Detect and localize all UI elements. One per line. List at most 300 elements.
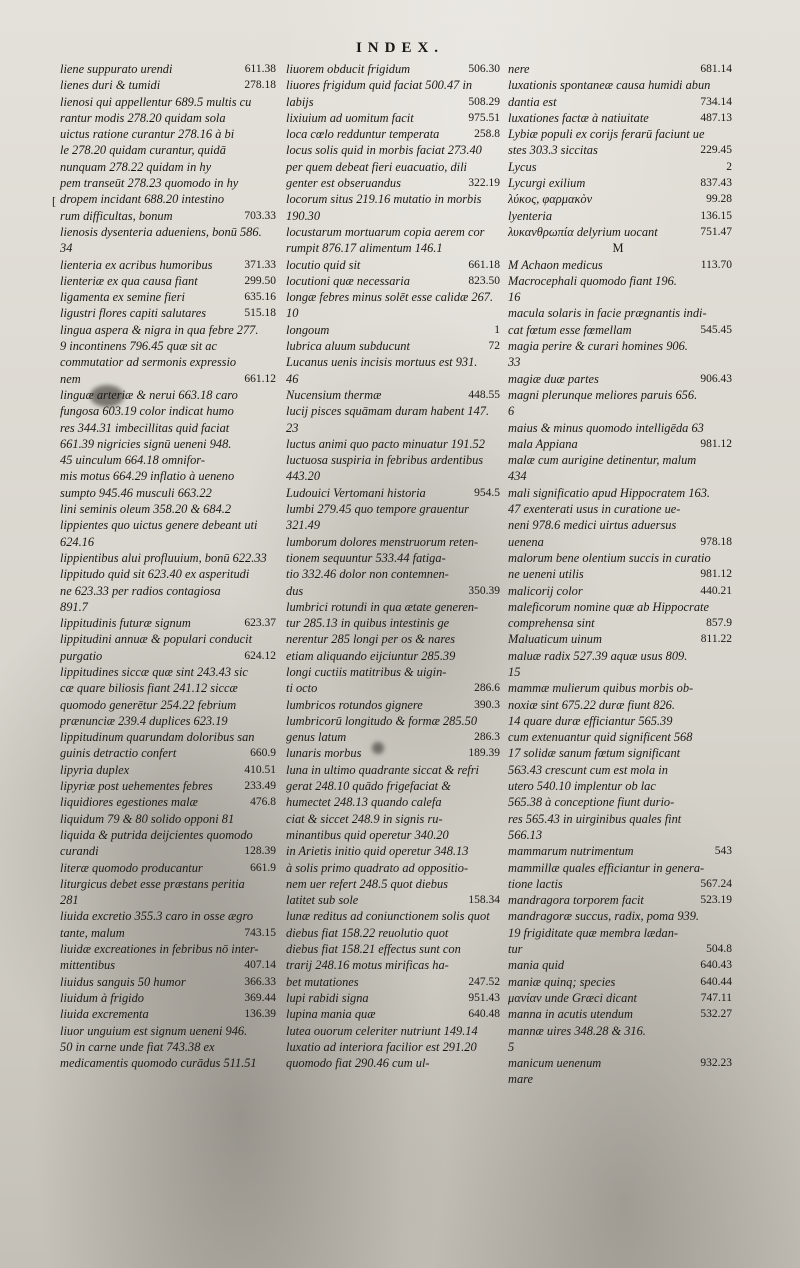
index-line-page-ref xyxy=(728,550,732,566)
index-line xyxy=(60,794,276,810)
index-line-text: mali significatio apud Hippocratem 163. xyxy=(508,485,711,500)
index-line-page-ref xyxy=(496,77,500,93)
index-line-page-ref xyxy=(496,1039,500,1055)
index-line xyxy=(286,175,500,191)
index-line-text: mala Appiana xyxy=(508,436,578,451)
index-line-text: minantibus quid operetur 340.20 xyxy=(286,827,449,842)
index-line-page-ref xyxy=(272,142,276,158)
index-line-text: ne 623.33 per radios contagiosa xyxy=(60,583,221,598)
index-line-page-ref xyxy=(728,273,732,289)
index-line-text: lingua aspera & nigra in qua febre 277. xyxy=(60,322,259,337)
index-line xyxy=(508,876,732,892)
index-line-text: mare xyxy=(508,1072,534,1087)
index-line-page-ref xyxy=(272,240,276,256)
index-line-text: liquidiores egestiones malæ xyxy=(60,795,198,810)
index-line-text: in Arietis initio quid operetur 348.13 xyxy=(286,844,469,859)
index-line-text: M xyxy=(612,241,624,256)
index-line-page-ref xyxy=(496,957,500,973)
index-line-page-ref xyxy=(272,354,276,370)
index-line-text: neni 978.6 medici uirtus aduersus xyxy=(508,518,677,533)
index-line-page-ref xyxy=(272,534,276,550)
index-line-text: lupina mania quæ xyxy=(286,1007,376,1022)
index-line xyxy=(60,941,276,957)
index-line-text: mammillæ quales efficiantur in genera- xyxy=(508,860,705,875)
index-line-page-ref xyxy=(728,664,732,680)
index-line xyxy=(286,697,500,713)
index-line-text: 16 xyxy=(508,290,521,305)
index-line-text: rum difficultas, bonum xyxy=(60,208,173,223)
index-line-page-ref xyxy=(496,534,500,550)
index-line xyxy=(508,224,732,240)
index-line-page-ref xyxy=(728,77,732,93)
index-line-page-ref: 299.50 xyxy=(244,274,276,287)
index-line-text: luna in ultimo quadrante siccat & refri xyxy=(286,762,479,777)
index-line-page-ref xyxy=(496,403,500,419)
index-line-page-ref: 476.8 xyxy=(250,796,276,809)
index-line-page-ref: 350.39 xyxy=(468,584,500,597)
index-line xyxy=(286,550,500,566)
index-line xyxy=(286,1023,500,1039)
index-line xyxy=(286,713,500,729)
index-line xyxy=(508,631,732,647)
index-line-text: liturgicus debet esse præstans peritia xyxy=(60,876,245,891)
index-line xyxy=(508,208,732,224)
index-line-text: locus solis quid in morbis faciat 273.40 xyxy=(286,143,482,158)
index-line xyxy=(508,811,732,827)
index-line xyxy=(508,550,732,566)
index-line xyxy=(60,566,276,582)
index-line-page-ref: 747.11 xyxy=(700,991,732,1004)
index-line-page-ref xyxy=(496,713,500,729)
index-line xyxy=(286,1039,500,1055)
index-line-page-ref xyxy=(728,1039,732,1055)
index-line-text: lippitudini annuæ & populari conducit xyxy=(60,632,253,647)
index-line xyxy=(60,77,276,93)
index-line-text: cum extenuantur quid significent 568 xyxy=(508,730,693,745)
index-line-text: μανίαν unde Græci dicant xyxy=(508,990,637,1005)
index-line-page-ref xyxy=(496,908,500,924)
index-line-text: λυκανθρωπία delyrium uocant xyxy=(508,224,658,239)
index-line xyxy=(508,240,732,256)
page-header: INDEX. xyxy=(355,40,445,56)
index-line xyxy=(60,990,276,1006)
index-line xyxy=(508,941,732,957)
index-line-page-ref xyxy=(728,599,732,615)
index-line-text: maluæ radix 527.39 aquæ usus 809. xyxy=(508,648,688,663)
index-line-page-ref xyxy=(272,420,276,436)
index-line-page-ref: 410.51 xyxy=(244,763,276,776)
index-line xyxy=(508,1055,732,1071)
index-line-text: lippientes quo uictus genere debeant uti xyxy=(60,518,258,533)
index-line xyxy=(60,338,276,354)
index-line-text: purgatio xyxy=(60,648,103,663)
index-line-page-ref xyxy=(496,420,500,436)
index-line-page-ref xyxy=(728,778,732,794)
index-line xyxy=(508,61,732,77)
index-line xyxy=(508,110,732,126)
index-line xyxy=(508,827,732,843)
index-line-page-ref xyxy=(272,680,276,696)
index-line-text: 50 in carne unde fiat 743.38 ex xyxy=(60,1039,215,1054)
index-line-text: genter est obseruandus xyxy=(286,176,401,191)
index-line xyxy=(60,1023,276,1039)
index-line-page-ref xyxy=(272,1039,276,1055)
index-line-page-ref: 258.8 xyxy=(474,128,500,141)
index-line-text: magni plerunque meliores paruis 656. xyxy=(508,387,698,402)
index-line xyxy=(508,289,732,305)
index-line xyxy=(508,925,732,941)
index-line-text: mittentibus xyxy=(60,958,116,973)
index-line xyxy=(286,142,500,158)
index-line xyxy=(60,1006,276,1022)
index-line xyxy=(286,794,500,810)
index-line-text: liuida excrementa xyxy=(60,1007,149,1022)
index-line-text: nerentur 285 longi per os & nares xyxy=(286,632,456,647)
index-line-page-ref xyxy=(272,697,276,713)
index-line-text: liuidus sanguis 50 humor xyxy=(60,974,186,989)
index-line-page-ref xyxy=(496,354,500,370)
index-line-page-ref xyxy=(272,322,276,338)
index-line xyxy=(60,729,276,745)
index-line-page-ref xyxy=(496,501,500,517)
index-line-page-ref xyxy=(496,436,500,452)
index-line-text: sumpto 945.46 musculi 663.22 xyxy=(60,485,212,500)
index-line-text: diebus fiat 158.21 effectus sunt con xyxy=(286,942,461,957)
index-line xyxy=(60,501,276,517)
index-line xyxy=(60,908,276,924)
index-line xyxy=(60,811,276,827)
index-line-text: magiæ duæ partes xyxy=(508,371,599,386)
index-line-text: 47 exenterati usus in curatione ue- xyxy=(508,502,681,517)
index-line xyxy=(508,990,732,1006)
index-line-text: lippitudines siccæ quæ sint 243.43 sic xyxy=(60,664,248,679)
index-line-page-ref: 567.24 xyxy=(700,877,732,890)
index-line-page-ref: 906.43 xyxy=(700,372,732,385)
index-line-text: mammarum nutrimentum xyxy=(508,844,634,859)
index-line-text: ne ueneni utilis xyxy=(508,567,584,582)
index-line xyxy=(60,240,276,256)
index-line-page-ref: 532.27 xyxy=(700,1008,732,1021)
index-line-text: liene suppurato urendi xyxy=(60,62,173,76)
index-line-page-ref: 734.14 xyxy=(700,95,732,108)
index-line-page-ref: 99.28 xyxy=(706,193,732,206)
index-line xyxy=(60,1039,276,1055)
index-line-page-ref xyxy=(272,713,276,729)
index-line xyxy=(508,142,732,158)
index-line xyxy=(60,273,276,289)
index-line xyxy=(60,631,276,647)
index-line xyxy=(286,990,500,1006)
index-line-page-ref: 823.50 xyxy=(468,274,500,287)
index-line xyxy=(286,664,500,680)
index-line-page-ref: 661.9 xyxy=(250,861,276,874)
index-line-page-ref xyxy=(496,468,500,484)
index-line-page-ref: 371.33 xyxy=(244,258,276,271)
index-line xyxy=(508,680,732,696)
index-line-page-ref: 448.55 xyxy=(468,388,500,401)
index-line-page-ref xyxy=(272,191,276,207)
index-line-page-ref: 72 xyxy=(488,340,500,353)
index-line-page-ref xyxy=(728,1071,732,1087)
index-line xyxy=(508,191,732,207)
index-line-text: lumbricorū longitudo & formæ 285.50 xyxy=(286,713,478,728)
index-line xyxy=(60,142,276,158)
index-line-page-ref: 681.14 xyxy=(700,63,732,75)
index-line xyxy=(508,534,732,550)
index-line-page-ref xyxy=(272,501,276,517)
index-line-page-ref xyxy=(728,387,732,403)
index-line xyxy=(508,257,732,273)
index-line-page-ref: 857.9 xyxy=(706,617,732,630)
index-line-page-ref xyxy=(272,908,276,924)
index-line xyxy=(508,860,732,876)
index-line-page-ref xyxy=(272,126,276,142)
index-line-page-ref xyxy=(496,305,500,321)
index-line xyxy=(60,257,276,273)
index-line-text: maleficorum nomine quæ ab Hippocrate xyxy=(508,599,709,614)
index-line xyxy=(286,941,500,957)
index-line xyxy=(60,387,276,403)
index-line-page-ref: 978.18 xyxy=(700,535,732,548)
index-line-text: rantur modis 278.20 quidam sola xyxy=(60,110,226,125)
index-line-text: medicamentis quomodo curādus 511.51 xyxy=(60,1056,257,1071)
index-line-text: utero 540.10 implentur ob lac xyxy=(508,779,656,794)
index-line xyxy=(60,61,276,77)
index-line-page-ref xyxy=(272,876,276,892)
index-line-page-ref xyxy=(728,354,732,370)
index-line-text: longoum xyxy=(286,322,330,337)
index-line xyxy=(60,925,276,941)
index-line-text: lutea ouorum celeriter nutriunt 149.14 xyxy=(286,1023,478,1038)
index-line xyxy=(286,305,500,321)
index-line xyxy=(286,517,500,533)
index-line-text: commutatior ad sermonis expressio xyxy=(60,355,237,370)
index-line-page-ref: 543 xyxy=(714,845,732,858)
index-line-text: mandragoræ succus, radix, poma 939. xyxy=(508,909,700,924)
index-line xyxy=(286,631,500,647)
index-line xyxy=(508,126,732,142)
index-line-page-ref xyxy=(272,664,276,680)
index-line xyxy=(286,322,500,338)
index-line xyxy=(60,94,276,110)
index-line-text: lumborum dolores menstruorum reten- xyxy=(286,534,479,549)
index-line xyxy=(508,615,732,631)
index-line-text: dus xyxy=(286,583,304,598)
index-line-page-ref: 811.22 xyxy=(700,633,732,646)
index-column-3 xyxy=(508,61,732,1088)
index-line-page-ref: 523.19 xyxy=(700,894,732,907)
index-line xyxy=(60,860,276,876)
index-line-text: lienteriæ ex qua causa fiant xyxy=(60,273,198,288)
index-line-page-ref xyxy=(272,94,276,110)
index-line xyxy=(508,159,732,175)
index-line xyxy=(508,762,732,778)
index-line xyxy=(286,843,500,859)
index-line-page-ref: 661.12 xyxy=(244,372,276,385)
index-line-page-ref: 2 xyxy=(726,160,732,173)
index-line xyxy=(286,77,500,93)
index-line-text: 321.49 xyxy=(286,518,321,533)
index-line xyxy=(286,957,500,973)
index-line-page-ref xyxy=(496,631,500,647)
index-line-page-ref: 661.18 xyxy=(468,258,500,271)
index-line-text: Maluaticum uinum xyxy=(508,632,602,647)
index-line-text: lyenteria xyxy=(508,208,553,223)
index-line-text: tur xyxy=(508,942,523,957)
index-line-page-ref xyxy=(496,1023,500,1039)
index-line-page-ref xyxy=(272,387,276,403)
index-line-page-ref xyxy=(272,403,276,419)
index-line xyxy=(508,273,732,289)
index-line xyxy=(508,1006,732,1022)
index-line-text: 19 frigiditate quæ membra lædan- xyxy=(508,925,679,940)
index-line xyxy=(508,338,732,354)
index-line-page-ref xyxy=(496,794,500,810)
index-line-text: locutioni quæ necessaria xyxy=(286,273,410,288)
index-line xyxy=(60,583,276,599)
index-line xyxy=(286,126,500,142)
index-line xyxy=(60,680,276,696)
index-line-page-ref: 407.14 xyxy=(244,959,276,972)
index-line xyxy=(60,517,276,533)
index-line-page-ref xyxy=(272,468,276,484)
index-line-page-ref: 624.12 xyxy=(244,649,276,662)
index-line xyxy=(508,892,732,908)
index-line-page-ref xyxy=(272,517,276,533)
index-line-text: luxatio ad interiora facilior est 291.20 xyxy=(286,1039,477,1054)
index-line xyxy=(286,583,500,599)
index-line xyxy=(286,191,500,207)
index-line xyxy=(60,648,276,664)
index-line xyxy=(508,1071,732,1087)
index-line-page-ref: 640.43 xyxy=(700,959,732,972)
index-line-text: tione lactis xyxy=(508,876,563,891)
index-line xyxy=(286,534,500,550)
index-line-text: curandi xyxy=(60,844,99,859)
index-line xyxy=(286,468,500,484)
index-line xyxy=(508,1039,732,1055)
index-line-text: lippitudinum quarundam doloribus san xyxy=(60,730,255,745)
index-line-text: bet mutationes xyxy=(286,974,359,989)
index-line xyxy=(286,908,500,924)
index-line-page-ref xyxy=(496,452,500,468)
index-line-page-ref xyxy=(496,191,500,207)
index-line-page-ref xyxy=(728,1023,732,1039)
index-line xyxy=(508,1023,732,1039)
index-line-text: lipyriæ post uehementes febres xyxy=(60,779,213,794)
index-line-text: noxiæ sint 675.22 duræ fiunt 826. xyxy=(508,697,675,712)
index-line-page-ref xyxy=(272,452,276,468)
index-line-text: lienosis dysenteria adueniens, bonū 586. xyxy=(60,224,262,239)
index-line-page-ref: 158.34 xyxy=(468,894,500,907)
index-line-text: lumbricos rotundos gignere xyxy=(286,697,423,712)
index-line xyxy=(286,110,500,126)
index-line-page-ref: 635.16 xyxy=(244,291,276,304)
index-line-page-ref: 136.39 xyxy=(244,1008,276,1021)
index-line-page-ref xyxy=(496,289,500,305)
index-line-text: mania quid xyxy=(508,958,565,973)
index-line-text: 33 xyxy=(508,355,521,370)
index-line-page-ref xyxy=(728,697,732,713)
index-line-page-ref: 975.51 xyxy=(468,111,500,124)
index-line-text: lienes duri & tumidi xyxy=(60,78,161,93)
index-line-text: trarij 248.16 motus mirificas ha- xyxy=(286,958,449,973)
index-line-page-ref xyxy=(728,403,732,419)
index-line-page-ref xyxy=(496,1055,500,1071)
index-line-text: 443.20 xyxy=(286,469,321,484)
index-line-page-ref xyxy=(496,664,500,680)
index-line-text: 624.16 xyxy=(60,534,95,549)
index-line-text: Lycus xyxy=(508,159,537,174)
index-line xyxy=(286,974,500,990)
index-line-page-ref xyxy=(272,583,276,599)
index-line-text: lipyria duplex xyxy=(60,762,130,777)
index-line-text: lupi rabidi signa xyxy=(286,990,369,1005)
index-line xyxy=(508,648,732,664)
index-line-page-ref xyxy=(272,566,276,582)
index-line-page-ref xyxy=(272,175,276,191)
index-line-text: 566.13 xyxy=(508,827,543,842)
index-line-page-ref xyxy=(272,729,276,745)
index-line-text: lippitudo quid sit 623.40 ex asperitudi xyxy=(60,567,250,582)
index-line xyxy=(286,729,500,745)
index-line-page-ref xyxy=(272,159,276,175)
index-line xyxy=(286,811,500,827)
index-line xyxy=(286,745,500,761)
index-line-page-ref: 487.13 xyxy=(700,111,732,124)
index-line xyxy=(286,566,500,582)
index-line-text: lini seminis oleum 358.20 & 684.2 xyxy=(60,502,232,517)
index-line xyxy=(508,713,732,729)
index-line-page-ref xyxy=(272,110,276,126)
index-line-text: M Achaon medicus xyxy=(508,257,603,272)
index-line-page-ref xyxy=(272,436,276,452)
index-line xyxy=(60,892,276,908)
index-line xyxy=(60,420,276,436)
index-line xyxy=(60,713,276,729)
index-line xyxy=(286,827,500,843)
index-line-text: 15 xyxy=(508,664,521,679)
index-line xyxy=(60,452,276,468)
index-line-page-ref xyxy=(624,240,628,256)
index-line-text: diebus fiat 158.22 reuolutio quot xyxy=(286,925,449,940)
index-line-text: 6 xyxy=(508,404,515,419)
index-line xyxy=(286,892,500,908)
index-line xyxy=(286,1055,500,1071)
index-line xyxy=(286,436,500,452)
index-line-text: lunæ reditus ad coniunctionem solis quot xyxy=(286,909,490,924)
index-line xyxy=(60,778,276,794)
index-line xyxy=(508,729,732,745)
index-line xyxy=(508,420,732,436)
index-line-text: maniæ quinq; species xyxy=(508,974,616,989)
index-line-page-ref xyxy=(496,240,500,256)
index-line xyxy=(286,876,500,892)
index-line-page-ref xyxy=(496,208,500,224)
index-line-text: dropem incidant 688.20 intestino xyxy=(60,192,225,207)
index-line-page-ref xyxy=(728,729,732,745)
index-line-page-ref: 508.29 xyxy=(468,95,500,108)
index-line-page-ref: 751.47 xyxy=(700,225,732,238)
index-line xyxy=(508,794,732,810)
index-line-text: nunquam 278.22 quidam in hy xyxy=(60,159,212,174)
index-line-text: 281 xyxy=(60,893,79,908)
index-line-text: liuida excretio 355.3 caro in osse ægro xyxy=(60,909,254,924)
index-line-text: comprehensa sint xyxy=(508,616,595,631)
index-line-text: nem uer refert 248.5 quot diebus xyxy=(286,876,448,891)
index-line-text: linguæ arteriæ & nerui 663.18 caro xyxy=(60,387,238,402)
index-line-text: liuor unguium est signum ueneni 946. xyxy=(60,1023,248,1038)
